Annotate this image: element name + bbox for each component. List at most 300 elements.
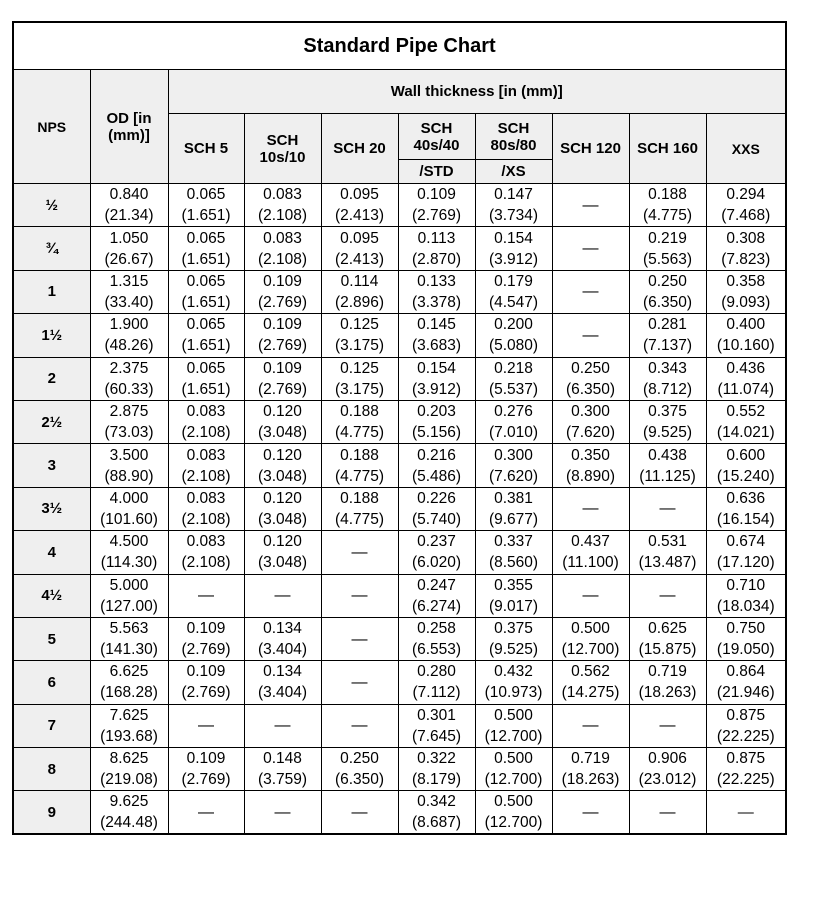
- sch160-cell: —: [629, 487, 706, 530]
- mm-value: (2.413): [334, 207, 385, 225]
- od-cell: [90, 487, 168, 530]
- od-cell: [90, 270, 168, 313]
- inch-value: 0.337: [494, 533, 533, 551]
- sch5-cell: [168, 400, 244, 443]
- mm-value: (2.896): [334, 293, 385, 311]
- inch-value: 0.134: [263, 663, 302, 681]
- sch40-cell: [398, 444, 475, 487]
- table-row: [13, 400, 786, 443]
- sch120-cell: [552, 357, 629, 400]
- sch5-cell: [168, 487, 244, 530]
- mm-value: (16.154): [716, 510, 775, 528]
- inch-value: 0.109: [186, 620, 226, 638]
- sch5-cell: [168, 270, 244, 313]
- mm-value: (15.875): [638, 641, 697, 659]
- mm-value: (8.560): [488, 554, 539, 572]
- sch120-cell: [552, 617, 629, 660]
- sch20-cell: [321, 487, 398, 530]
- xxs-cell: [706, 357, 786, 400]
- inch-value: 0.343: [648, 359, 687, 377]
- mm-value: (14.021): [716, 424, 775, 442]
- inch-value: 0.875: [726, 750, 766, 768]
- inch-value: 0.437: [571, 533, 610, 551]
- inch-value: 0.120: [263, 446, 302, 464]
- sch5-cell: [168, 314, 244, 357]
- mm-value: (6.350): [334, 771, 385, 789]
- mm-value: (8.890): [565, 467, 616, 485]
- sch20-cell: [321, 748, 398, 791]
- mm-value: (33.40): [104, 293, 154, 311]
- inch-value: 0.500: [494, 706, 533, 724]
- sch80-cell: [475, 444, 552, 487]
- mm-value: (48.26): [104, 337, 154, 355]
- inch-value: 0.083: [263, 186, 302, 204]
- inch-value: 0.188: [648, 186, 687, 204]
- inch-value: 0.562: [571, 663, 610, 681]
- sch120-cell: —: [552, 704, 629, 747]
- sch40-subheader: /STD: [398, 160, 475, 184]
- mm-value: (3.175): [334, 337, 385, 355]
- mm-value: (73.03): [104, 424, 154, 442]
- mm-value: (3.048): [257, 510, 308, 528]
- inch-value: 0.134: [263, 620, 302, 638]
- sch40-cell: [398, 791, 475, 835]
- mm-value: (2.769): [181, 684, 231, 702]
- mm-value: (19.050): [716, 641, 775, 659]
- inch-value: 0.276: [494, 403, 533, 421]
- nps-cell: 2: [13, 357, 90, 400]
- mm-value: (9.677): [488, 510, 539, 528]
- sch20-cell: [321, 357, 398, 400]
- xxs-header: XXS: [706, 114, 786, 184]
- mm-value: (4.775): [334, 510, 385, 528]
- inch-value: 0.203: [417, 403, 456, 421]
- inch-value: 0.133: [417, 272, 456, 290]
- sch120-cell: —: [552, 314, 629, 357]
- mm-value: (6.020): [411, 554, 462, 572]
- mm-value: (21.34): [104, 207, 154, 225]
- inch-value: 0.145: [417, 316, 456, 334]
- nps-cell: 3: [13, 444, 90, 487]
- mm-value: (4.775): [642, 207, 693, 225]
- table-row: [13, 704, 786, 747]
- sch160-cell: [629, 184, 706, 227]
- pipe-chart-table: [12, 21, 787, 835]
- inch-value: 0.148: [263, 750, 302, 768]
- inch-value: 0.065: [186, 359, 226, 377]
- inch-value: 1.050: [109, 229, 149, 247]
- nps-cell: ½: [13, 184, 90, 227]
- sch20-cell: [321, 227, 398, 270]
- mm-value: (2.769): [257, 293, 308, 311]
- sch80-header: [475, 114, 552, 160]
- sch160-cell: —: [629, 574, 706, 617]
- table-row: [13, 617, 786, 660]
- mm-value: (9.017): [488, 597, 539, 615]
- table-row: [13, 270, 786, 313]
- sch10-cell: [244, 444, 321, 487]
- inch-value: 0.120: [263, 489, 302, 507]
- inch-value: 0.281: [648, 316, 687, 334]
- sch80-cell: [475, 574, 552, 617]
- inch-value: 0.179: [494, 272, 533, 290]
- sch20-cell: —: [321, 531, 398, 574]
- table-row: [13, 661, 786, 704]
- mm-value: (1.651): [181, 380, 231, 398]
- table-row: [13, 314, 786, 357]
- inch-value: 0.219: [648, 229, 687, 247]
- sch40-cell: [398, 487, 475, 530]
- sch80-cell: [475, 661, 552, 704]
- mm-value: (12.700): [484, 771, 543, 789]
- mm-value: (11.074): [717, 380, 775, 398]
- sch80-cell: [475, 270, 552, 313]
- mm-value: (15.240): [716, 467, 775, 485]
- table-row: [13, 444, 786, 487]
- nps-cell: 6: [13, 661, 90, 704]
- sch40-header: [398, 114, 475, 160]
- mm-value: (5.156): [411, 424, 462, 442]
- sch5-cell: [168, 184, 244, 227]
- sch120-cell: —: [552, 184, 629, 227]
- nps-cell: 1: [13, 270, 90, 313]
- mm-value: (3.759): [257, 771, 308, 789]
- mm-value: (5.563): [642, 250, 693, 268]
- sch80-cell: [475, 400, 552, 443]
- sch20-header: SCH 20: [321, 114, 398, 184]
- nps-cell: 1½: [13, 314, 90, 357]
- mm-value: (22.225): [716, 771, 775, 789]
- inch-value: 0.840: [109, 186, 149, 204]
- sch5-cell: [168, 748, 244, 791]
- sch5-cell: —: [168, 574, 244, 617]
- sch10-cell: [244, 184, 321, 227]
- xxs-cell: [706, 704, 786, 747]
- inch-value: 0.300: [494, 446, 533, 464]
- mm-value: (23.012): [638, 771, 697, 789]
- sch80-cell: [475, 791, 552, 835]
- mm-value: (6.553): [411, 641, 462, 659]
- mm-value: (5.537): [488, 380, 539, 398]
- nps-cell: ¾: [13, 227, 90, 270]
- inch-value: 1.900: [109, 316, 149, 334]
- mm-value: (5.486): [411, 467, 462, 485]
- sch20-cell: —: [321, 704, 398, 747]
- sch5-cell: [168, 444, 244, 487]
- inch-value: 0.301: [417, 706, 456, 724]
- sch160-cell: [629, 314, 706, 357]
- od-cell: [90, 661, 168, 704]
- mm-value: (3.048): [257, 554, 308, 572]
- mm-value: (244.48): [100, 814, 158, 832]
- sch10-cell: [244, 617, 321, 660]
- nps-cell: 8: [13, 748, 90, 791]
- mm-value: (4.775): [334, 424, 385, 442]
- xxs-cell: [706, 444, 786, 487]
- inch-value: 0.710: [726, 576, 766, 594]
- mm-value: (18.034): [716, 597, 775, 615]
- inch-value: 0.250: [648, 272, 687, 290]
- mm-value: (8.179): [411, 771, 462, 789]
- mm-value: (8.687): [411, 814, 462, 832]
- mm-value: (7.620): [488, 467, 539, 485]
- inch-value: 0.355: [494, 576, 533, 594]
- sch160-cell: [629, 400, 706, 443]
- inch-value: 0.188: [340, 446, 379, 464]
- mm-value: (2.769): [411, 207, 462, 225]
- sch40-cell: [398, 400, 475, 443]
- sch80-header-line1: SCH: [497, 119, 530, 137]
- sch10-cell: [244, 400, 321, 443]
- od-cell: [90, 791, 168, 835]
- nps-header: NPS: [13, 70, 90, 184]
- table-row: [13, 748, 786, 791]
- sch80-header-line2: 80s/80: [490, 136, 537, 154]
- sch120-cell: [552, 400, 629, 443]
- inch-value: 0.552: [726, 403, 766, 421]
- mm-value: (5.080): [488, 337, 539, 355]
- inch-value: 0.350: [571, 446, 610, 464]
- mm-value: (1.651): [181, 207, 231, 225]
- chart-title: Standard Pipe Chart: [13, 22, 786, 70]
- table-row: [13, 791, 786, 835]
- inch-value: 0.147: [494, 186, 533, 204]
- inch-value: 0.322: [417, 750, 456, 768]
- inch-value: 1.315: [109, 272, 149, 290]
- sch40-cell: [398, 617, 475, 660]
- mm-value: (9.525): [642, 424, 693, 442]
- sch20-cell: [321, 314, 398, 357]
- mm-value: (6.350): [642, 293, 693, 311]
- mm-value: (12.700): [484, 727, 543, 745]
- table-row: [13, 574, 786, 617]
- mm-value: (9.093): [721, 293, 771, 311]
- sch20-cell: [321, 270, 398, 313]
- mm-value: (9.525): [488, 641, 539, 659]
- sch80-cell: [475, 357, 552, 400]
- xxs-cell: [706, 227, 786, 270]
- inch-value: 0.358: [726, 272, 766, 290]
- mm-value: (219.08): [100, 771, 158, 789]
- sch10-cell: [244, 270, 321, 313]
- inch-value: 0.400: [726, 316, 766, 334]
- mm-value: (4.547): [488, 293, 539, 311]
- sch10-cell: —: [244, 574, 321, 617]
- inch-value: 0.375: [494, 620, 533, 638]
- inch-value: 0.250: [571, 359, 610, 377]
- inch-value: 0.375: [648, 403, 687, 421]
- mm-value: (2.108): [257, 250, 308, 268]
- mm-value: (2.108): [181, 554, 231, 572]
- mm-value: (2.108): [181, 467, 231, 485]
- mm-value: (10.160): [716, 337, 775, 355]
- sch120-cell: [552, 444, 629, 487]
- mm-value: (4.775): [334, 467, 385, 485]
- mm-value: (7.620): [565, 424, 616, 442]
- od-cell: [90, 704, 168, 747]
- sch120-cell: —: [552, 791, 629, 835]
- mm-value: (13.487): [638, 554, 697, 572]
- inch-value: 0.083: [263, 229, 302, 247]
- mm-value: (10.973): [484, 684, 543, 702]
- mm-value: (12.700): [561, 641, 620, 659]
- mm-value: (11.125): [639, 467, 696, 485]
- inch-value: 4.500: [109, 533, 149, 551]
- mm-value: (7.823): [721, 250, 771, 268]
- mm-value: (3.404): [257, 684, 308, 702]
- sch10-cell: —: [244, 791, 321, 835]
- sch10-cell: [244, 531, 321, 574]
- od-cell: [90, 574, 168, 617]
- od-cell: [90, 444, 168, 487]
- inch-value: 0.065: [186, 186, 226, 204]
- inch-value: 4.000: [109, 489, 149, 507]
- mm-value: (7.645): [411, 727, 462, 745]
- sch40-cell: [398, 357, 475, 400]
- mm-value: (88.90): [104, 467, 154, 485]
- sch80-cell: [475, 748, 552, 791]
- inch-value: 0.864: [726, 663, 766, 681]
- sch160-cell: [629, 444, 706, 487]
- mm-value: (3.048): [257, 424, 308, 442]
- inch-value: 0.531: [648, 533, 687, 551]
- mm-value: (6.274): [411, 597, 462, 615]
- wall-thickness-header: Wall thickness [in (mm)]: [168, 70, 786, 114]
- nps-cell: 4: [13, 531, 90, 574]
- inch-value: 0.381: [494, 489, 533, 507]
- mm-value: (3.378): [411, 293, 462, 311]
- mm-value: (3.048): [257, 467, 308, 485]
- sch40-cell: [398, 270, 475, 313]
- sch10-header: [244, 114, 321, 184]
- inch-value: 3.500: [109, 446, 149, 464]
- inch-value: 0.280: [417, 663, 456, 681]
- inch-value: 0.436: [726, 359, 766, 377]
- inch-value: 0.065: [186, 272, 226, 290]
- mm-value: (1.651): [181, 250, 231, 268]
- sch5-header: SCH 5: [168, 114, 244, 184]
- inch-value: 8.625: [109, 750, 149, 768]
- inch-value: 6.625: [109, 663, 149, 681]
- sch80-cell: [475, 314, 552, 357]
- inch-value: 2.375: [109, 359, 149, 377]
- sch10-cell: [244, 661, 321, 704]
- mm-value: (1.651): [181, 337, 231, 355]
- inch-value: 0.625: [648, 620, 687, 638]
- mm-value: (114.30): [100, 554, 158, 572]
- sch40-cell: [398, 227, 475, 270]
- sch40-header-line2: 40s/40: [413, 136, 460, 154]
- inch-value: 7.625: [109, 706, 149, 724]
- mm-value: (3.683): [411, 337, 462, 355]
- inch-value: 0.154: [417, 359, 456, 377]
- sch40-header-line1: SCH: [420, 119, 453, 137]
- sch40-cell: [398, 748, 475, 791]
- sch160-cell: [629, 227, 706, 270]
- nps-cell: 2½: [13, 400, 90, 443]
- sch80-cell: [475, 184, 552, 227]
- inch-value: 0.500: [494, 793, 533, 811]
- inch-value: 0.500: [571, 620, 610, 638]
- mm-value: (1.651): [181, 293, 231, 311]
- mm-value: (18.263): [638, 684, 697, 702]
- sch5-cell: —: [168, 791, 244, 835]
- inch-value: 0.300: [571, 403, 610, 421]
- inch-value: 0.216: [417, 446, 456, 464]
- sch80-cell: [475, 704, 552, 747]
- inch-value: 0.247: [417, 576, 456, 594]
- od-cell: [90, 531, 168, 574]
- sch5-cell: [168, 357, 244, 400]
- sch5-cell: [168, 661, 244, 704]
- inch-value: 0.600: [726, 446, 766, 464]
- mm-value: (127.00): [100, 597, 158, 615]
- mm-value: (21.946): [716, 684, 775, 702]
- inch-value: 0.719: [571, 750, 610, 768]
- table-row: [13, 531, 786, 574]
- mm-value: (2.769): [257, 380, 308, 398]
- mm-value: (12.700): [484, 814, 543, 832]
- sch20-cell: —: [321, 661, 398, 704]
- inch-value: 0.095: [340, 229, 379, 247]
- mm-value: (17.120): [716, 554, 775, 572]
- sch80-cell: [475, 487, 552, 530]
- sch120-cell: —: [552, 574, 629, 617]
- inch-value: 0.432: [494, 663, 533, 681]
- sch160-cell: [629, 617, 706, 660]
- od-header: [90, 70, 168, 184]
- mm-value: (7.010): [488, 424, 539, 442]
- inch-value: 0.083: [186, 533, 226, 551]
- mm-value: (193.68): [100, 727, 158, 745]
- inch-value: 0.674: [726, 533, 766, 551]
- sch40-cell: [398, 314, 475, 357]
- mm-value: (2.413): [334, 250, 385, 268]
- inch-value: 0.109: [186, 750, 226, 768]
- inch-value: 0.113: [417, 229, 456, 247]
- mm-value: (6.350): [565, 380, 616, 398]
- inch-value: 0.875: [726, 706, 766, 724]
- mm-value: (2.108): [257, 207, 308, 225]
- mm-value: (2.108): [181, 424, 231, 442]
- sch5-cell: [168, 531, 244, 574]
- sch120-cell: —: [552, 270, 629, 313]
- sch40-cell: [398, 531, 475, 574]
- inch-value: 0.125: [340, 316, 379, 334]
- table-row: [13, 227, 786, 270]
- nps-cell: 9: [13, 791, 90, 835]
- mm-value: (3.912): [488, 250, 539, 268]
- mm-value: (141.30): [100, 641, 158, 659]
- sch120-cell: —: [552, 227, 629, 270]
- inch-value: 5.000: [109, 576, 149, 594]
- inch-value: 0.438: [648, 446, 687, 464]
- xxs-cell: [706, 314, 786, 357]
- inch-value: 2.875: [109, 403, 149, 421]
- xxs-cell: [706, 661, 786, 704]
- mm-value: (22.225): [716, 727, 775, 745]
- mm-value: (18.263): [561, 771, 620, 789]
- sch10-cell: [244, 314, 321, 357]
- inch-value: 0.125: [340, 359, 379, 377]
- sch120-cell: [552, 531, 629, 574]
- inch-value: 9.625: [109, 793, 149, 811]
- nps-cell: 4½: [13, 574, 90, 617]
- chart-body: [13, 184, 786, 835]
- inch-value: 0.906: [648, 750, 687, 768]
- sch40-cell: [398, 704, 475, 747]
- inch-value: 0.188: [340, 489, 379, 507]
